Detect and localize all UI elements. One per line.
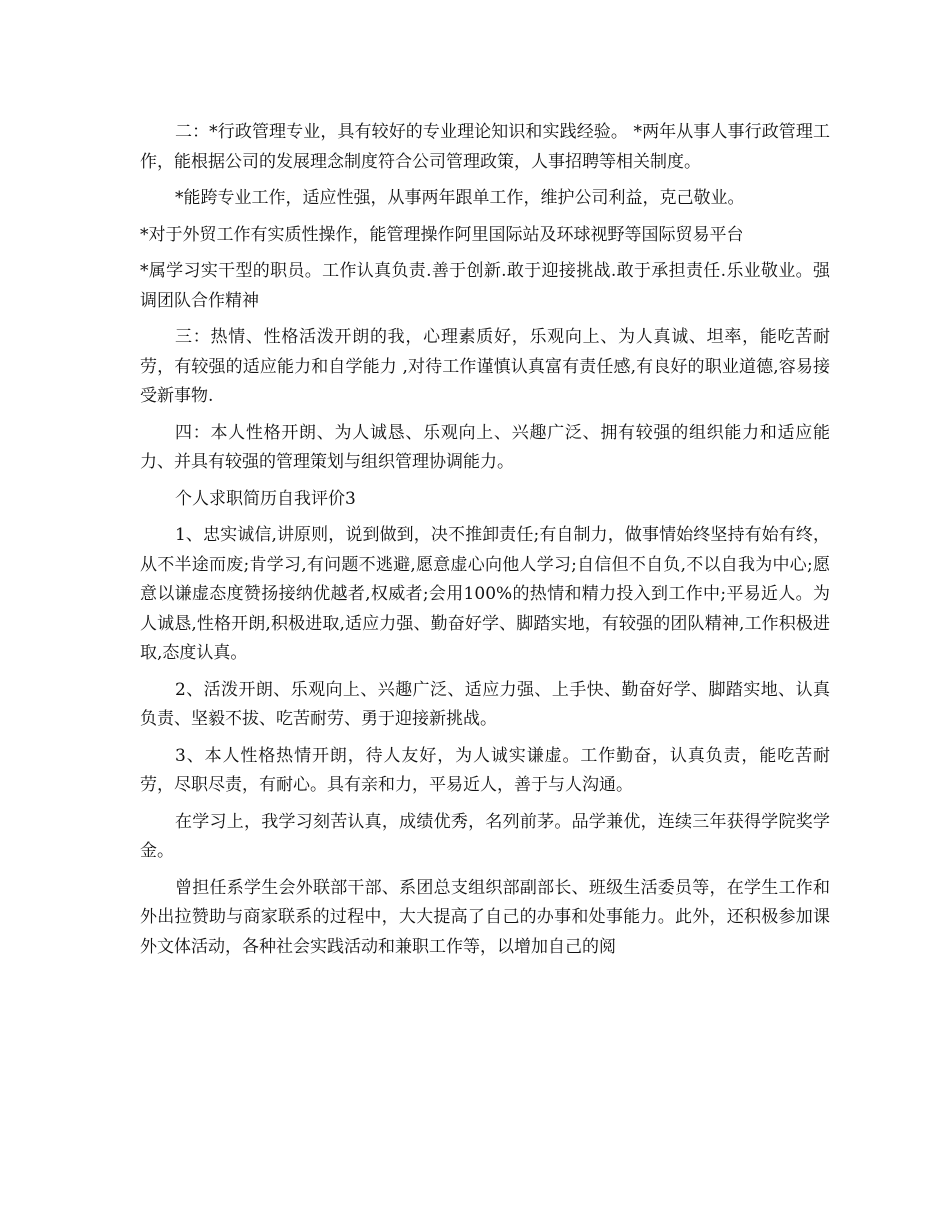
paragraph-4: *属学习实干型的职员。工作认真负责.善于创新.敢于迎接挑战.敢于承担责任.乐业敬业。强调团队合作精神 — [140, 261, 830, 311]
paragraph-10: 3、本人性格热情开朗，待人友好，为人诚实谦虚。工作勤奋，认真负责，能吃苦耐劳，尽职尽责，有耐心。具有亲和力，平易近人，善于与人沟通。 — [140, 745, 830, 795]
paragraph-11: 在学习上，我学习刻苦认真，成绩优秀，名列前茅。品学兼优，连续三年获得学院奖学金。 — [140, 811, 830, 861]
document-body — [140, 118, 830, 969]
paragraph-2: *能跨专业工作，适应性强，从事两年跟单工作，维护公司利益，克己敬业。 — [175, 188, 745, 208]
paragraph-1: 二：*行政管理专业，具有较好的专业理论知识和实践经验。 *两年从事人事行政管理工作，能根据公司的发展理念制度符合公司管理政策，人事招聘等相关制度。 — [140, 122, 830, 172]
section-heading: 个人求职简历自我评价3 — [175, 488, 356, 509]
paragraph-6: 四：本人性格开朗、为人诚恳、乐观向上、兴趣广泛、拥有较强的组织能力和适应能力、并具有较强的管理策划与组织管理协调能力。 — [140, 422, 830, 472]
paragraph-5: 三：热情、性格活泼开朗的我，心理素质好，乐观向上、为人真诚、坦率，能吃苦耐劳，有较强的适应能力和自学能力 ,对待工作谨慎认真富有责任感,有良好的职业道德,容易接受新事物. — [140, 327, 830, 406]
paragraph-8: 1、忠实诚信,讲原则，说到做到，决不推卸责任;有自制力，做事情始终坚持有始有终，从不半途而废;肯学习,有问题不逃避,愿意虚心向他人学习;自信但不自负,不以自我为中心;愿意以谦虚态度赞扬接纳优越者,权威者;会用100%的热情和精力投入到工作中;平易近人。为人诚恳,性格开朗,积极进取,适应力强、勤奋好学、脚踏实地，有较强的团队精神,工作积极进取,态度认真。 — [140, 525, 830, 663]
paragraph-9: 2、活泼开朗、乐观向上、兴趣广泛、适应力强、上手快、勤奋好学、脚踏实地、认真负责、坚毅不拔、吃苦耐劳、勇于迎接新挑战。 — [140, 679, 830, 729]
paragraph-12: 曾担任系学生会外联部干部、系团总支组织部副部长、班级生活委员等，在学生工作和外出拉赞助与商家联系的过程中，大大提高了自己的办事和处事能力。此外，还积极参加课外文体活动，各种社会实践活动和兼职工作等，以增加自己的阅 — [140, 877, 830, 957]
paragraph-3: *对于外贸工作有实质性操作，能管理操作阿里国际站及环球视野等国际贸易平台 — [140, 224, 744, 245]
